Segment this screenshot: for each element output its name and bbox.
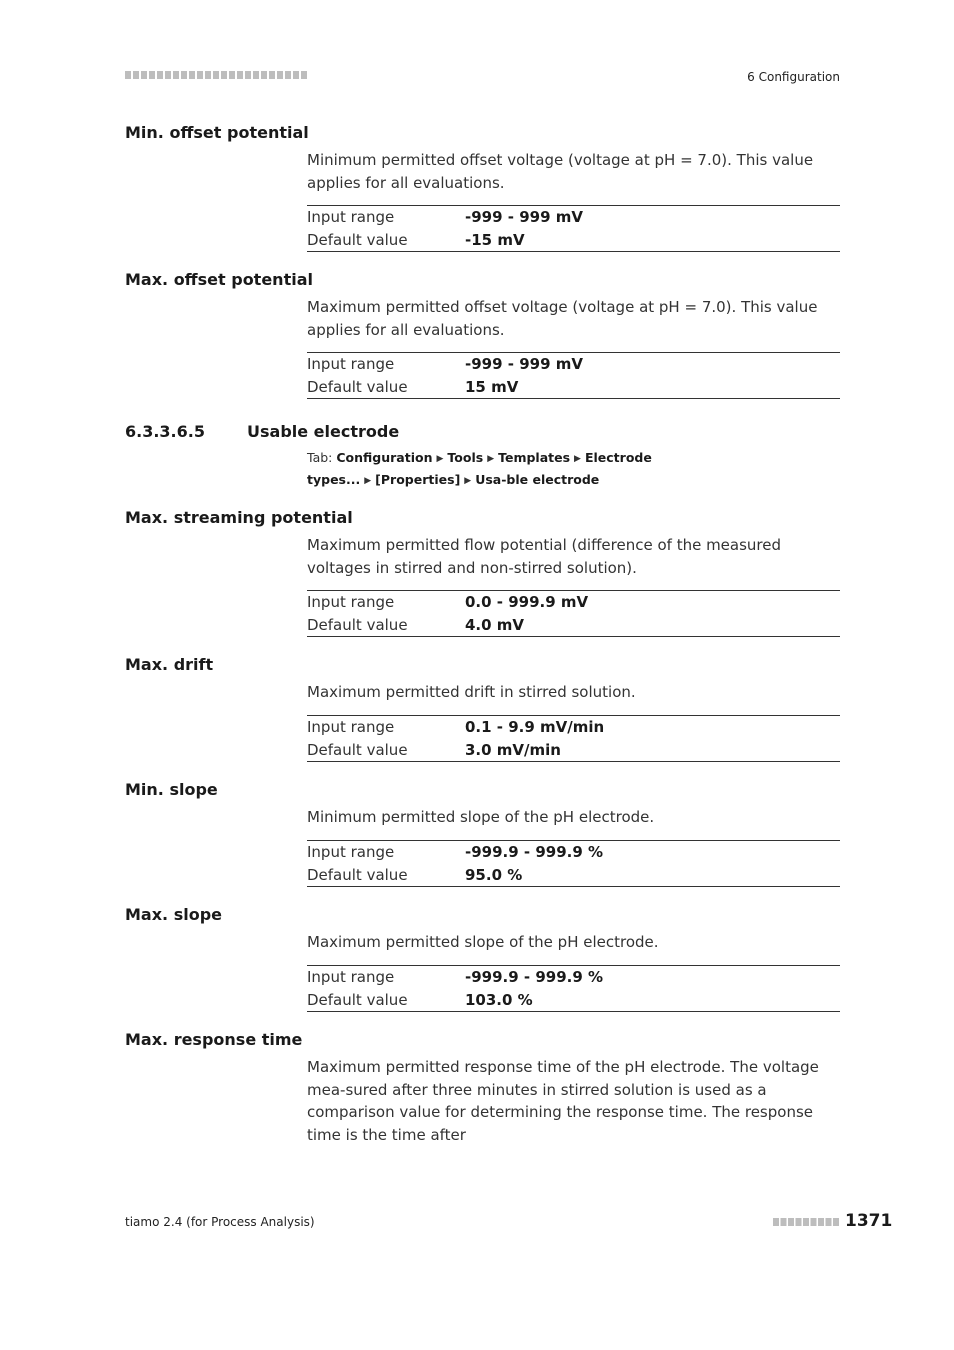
table-row: [307, 229, 840, 252]
row-value: 4.0 mV: [465, 615, 525, 634]
tab-path-item: Usa-ble electrode: [475, 472, 600, 487]
table-row: [307, 841, 840, 864]
param-description: Minimum permitted slope of the pH electrode.: [307, 808, 655, 826]
table-row: [307, 376, 840, 399]
param-table: [307, 590, 840, 637]
param-title-min-slope: Min. slope: [125, 780, 218, 799]
param-title-max-offset: Max. offset potential: [125, 270, 313, 289]
row-label: Default value: [307, 740, 408, 759]
table-row: [307, 591, 840, 614]
tab-path-item: Electrode types...: [307, 450, 652, 487]
tab-path-item: Tools: [447, 450, 484, 465]
table-row: [307, 716, 840, 739]
table-row: [307, 966, 840, 989]
param-description: Maximum permitted slope of the pH electrode.: [307, 933, 659, 951]
tab-path-item: Templates: [498, 450, 571, 465]
triangle-right-icon: ▶: [436, 454, 444, 464]
param-title-max-response-time: Max. response time: [125, 1030, 303, 1049]
tab-path: [307, 448, 847, 492]
param-table: [307, 352, 840, 399]
triangle-right-icon: ▶: [574, 454, 581, 464]
row-value: 0.1 - 9.9 mV/min: [465, 718, 605, 736]
param-description: Minimum permitted offset voltage (voltage at pH = 7.0). This value applies for all evaluations.: [307, 151, 814, 192]
tab-path-item: [Properties]: [375, 472, 461, 487]
param-title-min-offset: Min. offset potential: [125, 123, 309, 142]
row-label: Input range: [307, 355, 395, 373]
param-title-max-streaming: Max. streaming potential: [125, 508, 353, 527]
footer-product: tiamo 2.4 (for Process Analysis): [125, 1215, 315, 1229]
param-description: Maximum permitted offset voltage (voltage at pH = 7.0). This value applies for all evaluations.: [307, 298, 818, 339]
row-value: -999.9 - 999.9 %: [465, 968, 604, 986]
row-value: 0.0 - 999.9 mV: [465, 593, 589, 611]
row-value: -999.9 - 999.9 %: [465, 843, 604, 861]
table-row: [307, 206, 840, 229]
table-row: [307, 353, 840, 376]
row-label: Default value: [307, 377, 408, 396]
param-table: [307, 965, 840, 1012]
section-title: Usable electrode: [247, 422, 400, 441]
tab-prefix: Tab:: [307, 450, 333, 465]
tab-path-item: Configuration: [336, 450, 433, 465]
table-row: [307, 864, 840, 887]
table-row: [307, 614, 840, 637]
row-label: Default value: [307, 615, 408, 634]
header-decoration: [125, 71, 307, 79]
row-value: 95.0 %: [465, 865, 523, 884]
row-label: Default value: [307, 230, 408, 249]
row-value: 3.0 mV/min: [465, 740, 561, 759]
table-row: [307, 739, 840, 762]
header-chapter: 6 Configuration: [747, 70, 840, 84]
row-label: Input range: [307, 718, 395, 736]
row-label: Input range: [307, 208, 395, 226]
triangle-right-icon: ▶: [464, 476, 472, 486]
row-label: Input range: [307, 968, 395, 986]
table-row: [307, 989, 840, 1012]
row-value: -15 mV: [465, 230, 525, 249]
param-title-max-slope: Max. slope: [125, 905, 222, 924]
row-value: 103.0 %: [465, 990, 533, 1009]
row-label: Default value: [307, 865, 408, 884]
row-value: -999 - 999 mV: [465, 208, 583, 226]
footer-decoration: [773, 1218, 839, 1226]
row-label: Default value: [307, 990, 408, 1009]
row-label: Input range: [307, 593, 395, 611]
param-description: Maximum permitted drift in stirred solution.: [307, 683, 636, 701]
row-value: 15 mV: [465, 377, 519, 396]
triangle-right-icon: ▶: [364, 476, 372, 486]
row-label: Input range: [307, 843, 395, 861]
page-number: 1371: [845, 1211, 893, 1231]
triangle-right-icon: ▶: [487, 454, 495, 464]
param-description: Maximum permitted response time of the pH electrode. The voltage mea-sured after three minutes in stirred solution is used as a comparison value for determining the response time. The response time is the time after: [307, 1058, 819, 1144]
section-number: 6.3.3.6.5: [125, 422, 205, 441]
param-description: Maximum permitted flow potential (difference of the measured voltages in stirred and non-stirred solution).: [307, 536, 782, 577]
param-title-max-drift: Max. drift: [125, 655, 214, 674]
param-table: [307, 715, 840, 762]
param-table: [307, 205, 840, 252]
row-value: -999 - 999 mV: [465, 355, 583, 373]
param-table: [307, 840, 840, 887]
